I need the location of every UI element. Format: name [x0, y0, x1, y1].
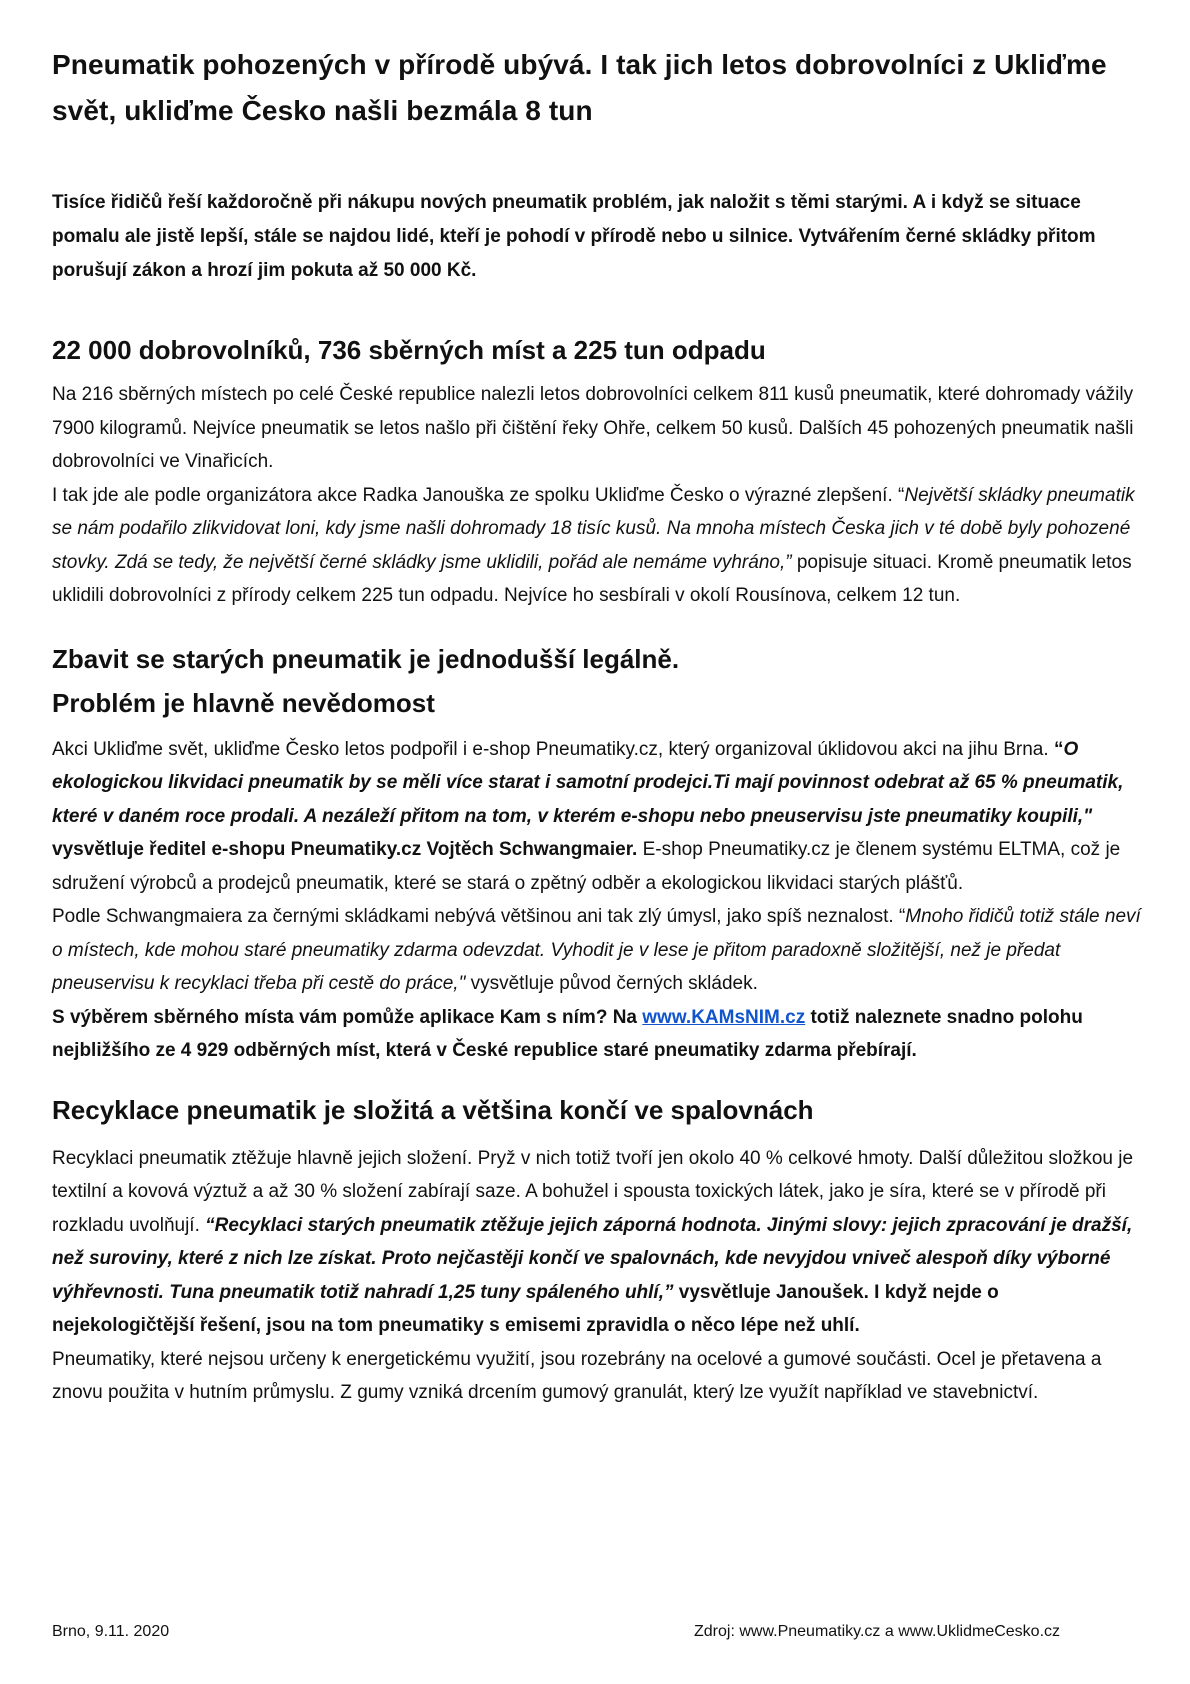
section-recycling-heading: Recyklace pneumatik je složitá a většina končí ve spalovnách	[52, 1094, 814, 1125]
section-volunteers-paragraph-2	[52, 479, 1144, 613]
quote-attribution: vysvětluje ředitel e-shopu Pneumatiky.cz Vojtěch Schwangmaier.	[52, 839, 638, 860]
section-recycling	[52, 1088, 1144, 1410]
section-recycling-paragraph-1	[52, 1142, 1144, 1343]
paragraph-text: Akci Ukliďme svět, ukliďme Česko letos podpořil i e-shop Pneumatiky.cz, který organizoval úklidovou akci na jihu Brna.	[52, 738, 1054, 760]
heading-line-1: Zbavit se starých pneumatik je jednodušší legálně.	[52, 643, 680, 674]
paragraph-text: popisuje situaci. Kromě pneumatik letos uklidili dobrovolníci z přírody celkem 225 tun odpadu. Nejvíce ho sesbírali v okolí Rousínova, celkem 12 tun.	[52, 551, 1132, 606]
section-volunteers-paragraph-1: Na 216 sběrných místech po celé České republice nalezli letos dobrovolníci celkem 811 kusů pneumatik, které dohromady vážily 7900 kilogramů. Nejvíce pneumatik se letos našlo při čištění řeky Ohře, celkem 50 kusů. Dalších 45 pohozených pneumatik našli dobrovolníci ve Vinařicích.	[52, 384, 1134, 472]
janousek-quote: Největší skládky pneumatik se nám podařilo zlikvidovat loni, kdy jsme našli dohromady 18 tisíc kusů. Na mnoha místech Česka jich v té době byly pohozené stovky. Zdá se tedy, že největší černé skládky jsme uklidili, pořád ale nemáme vyhráno,”	[52, 484, 1135, 573]
page-footer	[52, 1620, 1112, 1644]
quote-open-mark: “	[1053, 738, 1064, 760]
paragraph-text: Recyklaci pneumatik ztěžuje hlavně jejich složení. Pryž v nich totiž tvoří jen okolo 40 % celkové hmoty. Další důležitou složkou je textilní a kovová výztuž a až 30 % složení zabírají saze. A bohužel i spousta toxických látek, jako je síra, které se v přírodě při rozkladu uvolňují.	[52, 1147, 1134, 1236]
paragraph-text: Podle Schwangmaiera za černými skládkami nebývá většinou ani tak zlý úmysl, jako spíš neznalost. “	[52, 906, 906, 927]
section-legal-disposal-paragraph-1	[52, 733, 1144, 901]
section-legal-disposal-paragraph-2	[52, 900, 1144, 1001]
section-legal-disposal-paragraph-3	[52, 1001, 1144, 1068]
schwangmaier-quote-2: Mnoho řidičů totiž stále neví o místech, kde mohou staré pneumatiky zdarma odevzdat. Vyhodit je v lese je přitom paradoxně složitější, než je předat pneuservisu k recyklaci třeba při cestě do práce,"	[52, 906, 1141, 994]
paragraph-text-bold: vysvětluje Janoušek. I když nejde o nejekologičtější řešení, jsou na tom pneumatiky s emisemi zpravidla o něco lépe než uhlí.	[52, 1281, 999, 1336]
footer-date: Brno, 9.11. 2020	[52, 1623, 170, 1640]
section-legal-disposal	[52, 637, 1144, 1068]
paragraph-text: vysvětluje původ černých skládek.	[465, 973, 758, 994]
kamsnim-link[interactable]: www.KAMsNIM.cz	[642, 1006, 806, 1028]
document-page	[52, 42, 1144, 1410]
paragraph-text: E-shop Pneumatiky.cz je členem systému ELTMA, což je sdružení výrobců a prodejců pneumatik, které se stará o zpětný odběr a ekologickou likvidaci starých plášťů.	[52, 839, 1121, 894]
schwangmaier-quote: O ekologickou likvidaci pneumatik by se měli více starat i samotní prodejci.Ti mají povinnost odebrat až 65 % pneumatik, které v daném roce prodali. A nezáleží přitom na tom, v kterém e-shopu nebo pneuservisu jste pneumatiky koupili,"	[52, 738, 1124, 827]
janousek-recycling-quote: “Recyklaci starých pneumatik ztěžuje jejich záporná hodnota. Jinými slovy: jejich zpracování je dražší, než suroviny, které z nich lze získat. Proto nejčastěji končí ve spalovnách, kde nevyjdou vniveč alespoň díky výborné výhřevnosti. Tuna pneumatik totiž nahradí 1,25 tuny spáleného uhlí,”	[52, 1214, 1133, 1303]
footer-source: Zdroj: www.Pneumatiky.cz a www.UklidmeCesko.cz	[694, 1623, 1061, 1640]
article-lead: Tisíce řidičů řeší každoročně při nákupu nových pneumatik problém, jak naložit s těmi starými. A i když se situace pomalu ale jistě lepší, stále se najdou lidé, kteří je pohodí v přírodě nebo u silnice. Vytvářením černé skládky přitom porušují zákon a hrozí jim pokuta až 50 000 Kč.	[52, 192, 1096, 281]
heading-line-2: Problém je hlavně nevědomost	[52, 687, 435, 718]
section-volunteers	[52, 328, 1144, 613]
paragraph-text: I tak jde ale podle organizátora akce Radka Janouška ze spolku Ukliďme Česko o výrazné zlepšení. “	[52, 484, 905, 506]
section-recycling-paragraph-2: Pneumatiky, které nejsou určeny k energetickému využití, jsou rozebrány na ocelové a gumové součásti. Ocel je přetavena a znovu použita v hutním průmyslu. Z gumy vzniká drcením gumový granulát, který lze využít například ve stavebnictví.	[52, 1348, 1102, 1403]
section-legal-disposal-heading	[52, 637, 1144, 725]
paragraph-text: S výběrem sběrného místa vám pomůže aplikace Kam s ním? Na	[52, 1006, 643, 1028]
section-volunteers-heading: 22 000 dobrovolníků, 736 sběrných míst a 225 tun odpadu	[52, 335, 766, 365]
paragraph-text: totiž naleznete snadno polohu nejbližšího ze 4 929 odběrných míst, která v České republice staré pneumatiky zdarma přebírají.	[52, 1006, 1083, 1061]
article-title: Pneumatik pohozených v přírodě ubývá. I tak jich letos dobrovolníci z Ukliďme svět, ukliďme Česko našli bezmála 8 tun	[52, 49, 1107, 126]
